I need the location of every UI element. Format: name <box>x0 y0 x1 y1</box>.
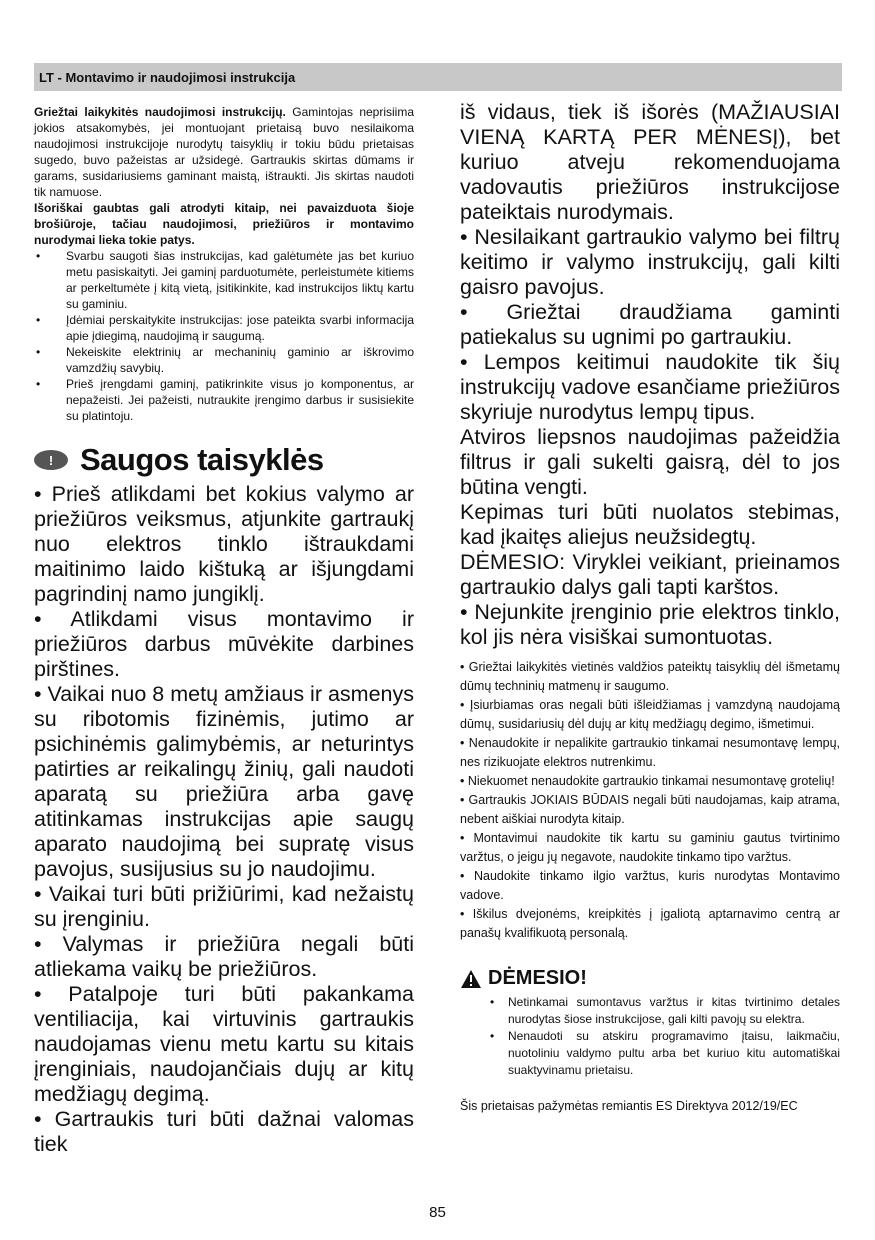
list-item: • Netinkamai sumontavus varžtus ir kitas tvirtinimo detales nurodytas šiose instrukcijose, gali kilti pavojų su elektra. <box>488 994 840 1028</box>
safety-heading <box>34 442 414 478</box>
safety-paragraph: DĖMESIO: Viryklei veikiant, prieinamos gartraukio dalys gali tapti karštos. <box>460 550 840 599</box>
attention-title: DĖMESIO! <box>488 967 587 989</box>
intro-paragraph <box>34 104 414 200</box>
list-item: • Svarbu saugoti šias instrukcijas, kad galėtumėte jas bet kuriuo metu pasiskaityti. Jei gaminį parduotumėte, perleistumėte kitiems ar perkeltumėte į kitą vietą, įsitikinkite, kad instrukcijos liktų kartu su gaminiu. <box>34 248 414 312</box>
warning-triangle-icon <box>460 969 482 989</box>
safety-paragraph: • Gartraukis turi būti dažnai valomas tiek <box>34 1107 414 1156</box>
safety-paragraph: Atviros liepsnos naudojimas pažeidžia filtrus ir gali sukelti gaisrą, dėl to jos būtina vengti. <box>460 425 840 499</box>
section-header <box>34 63 842 91</box>
section-header-title: LT - Montavimo ir naudojimosi instrukcija <box>39 70 296 85</box>
safety-paragraph: • Atlikdami visus montavimo ir priežiūros darbus mūvėkite darbines pirštines. <box>34 607 414 681</box>
page-number: 85 <box>429 1204 446 1221</box>
right-column <box>460 100 840 1126</box>
list-item: • Prieš įrengdami gaminį, patikrinkite visus jo komponentus, ar nepažeisti. Jei pažeisti, nutraukite įrengimo darbus ir susisiekite su platintoju. <box>34 376 414 424</box>
rule-paragraph: • Griežtai laikykitės vietinės valdžios pateiktų taisyklių dėl išmetamų dūmų techninių matmenų ir saugumo. <box>460 660 840 693</box>
list-item: • Įdėmiai perskaitykite instrukcijas: jose pateikta svarbi informacija apie įdiegimą, naudojimą ir saugumą. <box>34 312 414 344</box>
rule-paragraph: • Įsiurbiamas oras negali būti išleidžiamas į vamzdyną naudojamą dūmų, susidariusių dėl dujų ar kitų medžiagų degimo, išmetimui. <box>460 698 840 731</box>
intro-text: Gamintojas neprisiima jokios atsakomybės, jei montuojant prietaisą buvo nesilaikoma naudojimosi instrukcijoje nurodytų taisyklių ir tokiu būdu prietaisas sugedo, buvo pažeistas ar užsidegė. Gartraukis skirtas dūmams ir garams, susidariusiems gaminant maistą, ištraukti. Jis skirtas naudoti tik namuose. <box>34 105 415 199</box>
intro-bold-note: Išoriškai gaubtas gali atrodyti kitaip, nei pavaizduota šioje brošiūroje, tačiau naudojimosi, priežiūros ir montavimo nurodymai lieka tokie patys. <box>34 201 414 247</box>
attention-list <box>460 994 840 1079</box>
rule-paragraph: • Montavimui naudokite tik kartu su gaminiu gautus tvirtinimo varžtus, o jeigu jų negavote, naudokite tinkamo tipo varžtus. <box>460 831 840 864</box>
intro-bullet-list <box>34 248 414 424</box>
rule-paragraph: • Niekuomet nenaudokite gartraukio tinkamai nesumontavę grotelių! <box>460 774 835 788</box>
safety-paragraph: Kepimas turi būti nuolatos stebimas, kad įkaitęs aliejus neužsidegtų. <box>460 500 840 549</box>
safety-paragraph: • Prieš atlikdami bet kokius valymo ar priežiūros veiksmus, atjunkite gartraukį nuo elektros tinklo ištraukdami maitinimo laido kištuką ar išjungdami pagrindinį namo jungiklį. <box>34 482 414 606</box>
rule-paragraph: • Nenaudokite ir nepalikite gartraukio tinkamai nesumontavę lempų, nes rizikuojate elektros nutrenkimu. <box>460 736 840 769</box>
safety-paragraph: • Lempos keitimui naudokite tik šių instrukcijų vadove esančiame priežiūros skyriuje nurodytus lempų tipus. <box>460 350 841 424</box>
warning-icon: ! <box>34 450 68 470</box>
directive-note: Šis prietaisas pažymėtas remiantis ES Direktyva 2012/19/EC <box>460 1099 798 1113</box>
safety-paragraph: • Valymas ir priežiūra negali būti atliekama vaikų be priežiūros. <box>34 932 414 981</box>
list-item: • Nekeiskite elektrinių ar mechaninių gaminio ar iškrovimo vamzdžių savybių. <box>34 344 414 376</box>
attention-heading <box>460 967 840 990</box>
rule-paragraph: • Naudokite tinkamo ilgio varžtus, kuris nurodytas Montavimo vadove. <box>460 869 840 902</box>
list-item: • Nenaudoti su atskiru programavimo įtaisu, laikmačiu, nuotoliniu valdymo pultu arba bet kuriuo kitu automatiškai suaktyvinamu prietaisu. <box>488 1028 840 1079</box>
safety-paragraph: • Griežtai draudžiama gaminti patiekalus su ugnimi po gartraukiu. <box>460 300 840 349</box>
rule-paragraph: • Iškilus dvejonėms, kreipkitės į įgaliotą aptarnavimo centrą ar panašų kvalifikuotą personalą. <box>460 907 840 940</box>
safety-paragraph: • Vaikai turi būti prižiūrimi, kad nežaistų su įrenginiu. <box>34 882 414 931</box>
safety-paragraph: iš vidaus, tiek iš išorės (MAŽIAUSIAI VIENĄ KARTĄ PER MĖNESĮ), bet kuriuo atveju rekomenduojama vadovautis priežiūros instrukcijose pateiktais nurodymais. <box>460 100 840 224</box>
safety-paragraph: • Patalpoje turi būti pakankama ventiliacija, kai virtuvinis gartraukis naudojamas vienu metu kartu su kitais įrenginiais, naudojančiais dujų ar kitų medžiagų degimą. <box>34 982 414 1106</box>
rule-paragraph: • Gartraukis JOKIAIS BŪDAIS negali būti naudojamas, kaip atrama, nebent aiškiai nurodyta kitaip. <box>460 793 840 826</box>
left-column <box>34 104 414 1157</box>
safety-title: Saugos taisyklės <box>80 442 324 477</box>
safety-paragraph: • Nesilaikant gartraukio valymo bei filtrų keitimo ir valymo instrukcijų, gali kilti gaisro pavojus. <box>460 225 840 299</box>
intro-bold-lead: Griežtai laikykitės naudojimosi instrukcijų. <box>34 105 286 119</box>
safety-paragraph: • Vaikai nuo 8 metų amžiaus ir asmenys su ribotomis fizinėmis, jutimo ar psichinėmis galimybėmis, ar neturintys patirties ar reikalingų žinių, gali naudoti aparatą su priežiūra arba gavę atitinkamas instrukcijas apie saugų aparato naudojimą bei supratę visus pavojus, susijusius su jo naudojimu. <box>34 682 414 881</box>
safety-paragraph: • Nejunkite įrenginio prie elektros tinklo, kol jis nėra visiškai sumontuotas. <box>460 600 840 649</box>
